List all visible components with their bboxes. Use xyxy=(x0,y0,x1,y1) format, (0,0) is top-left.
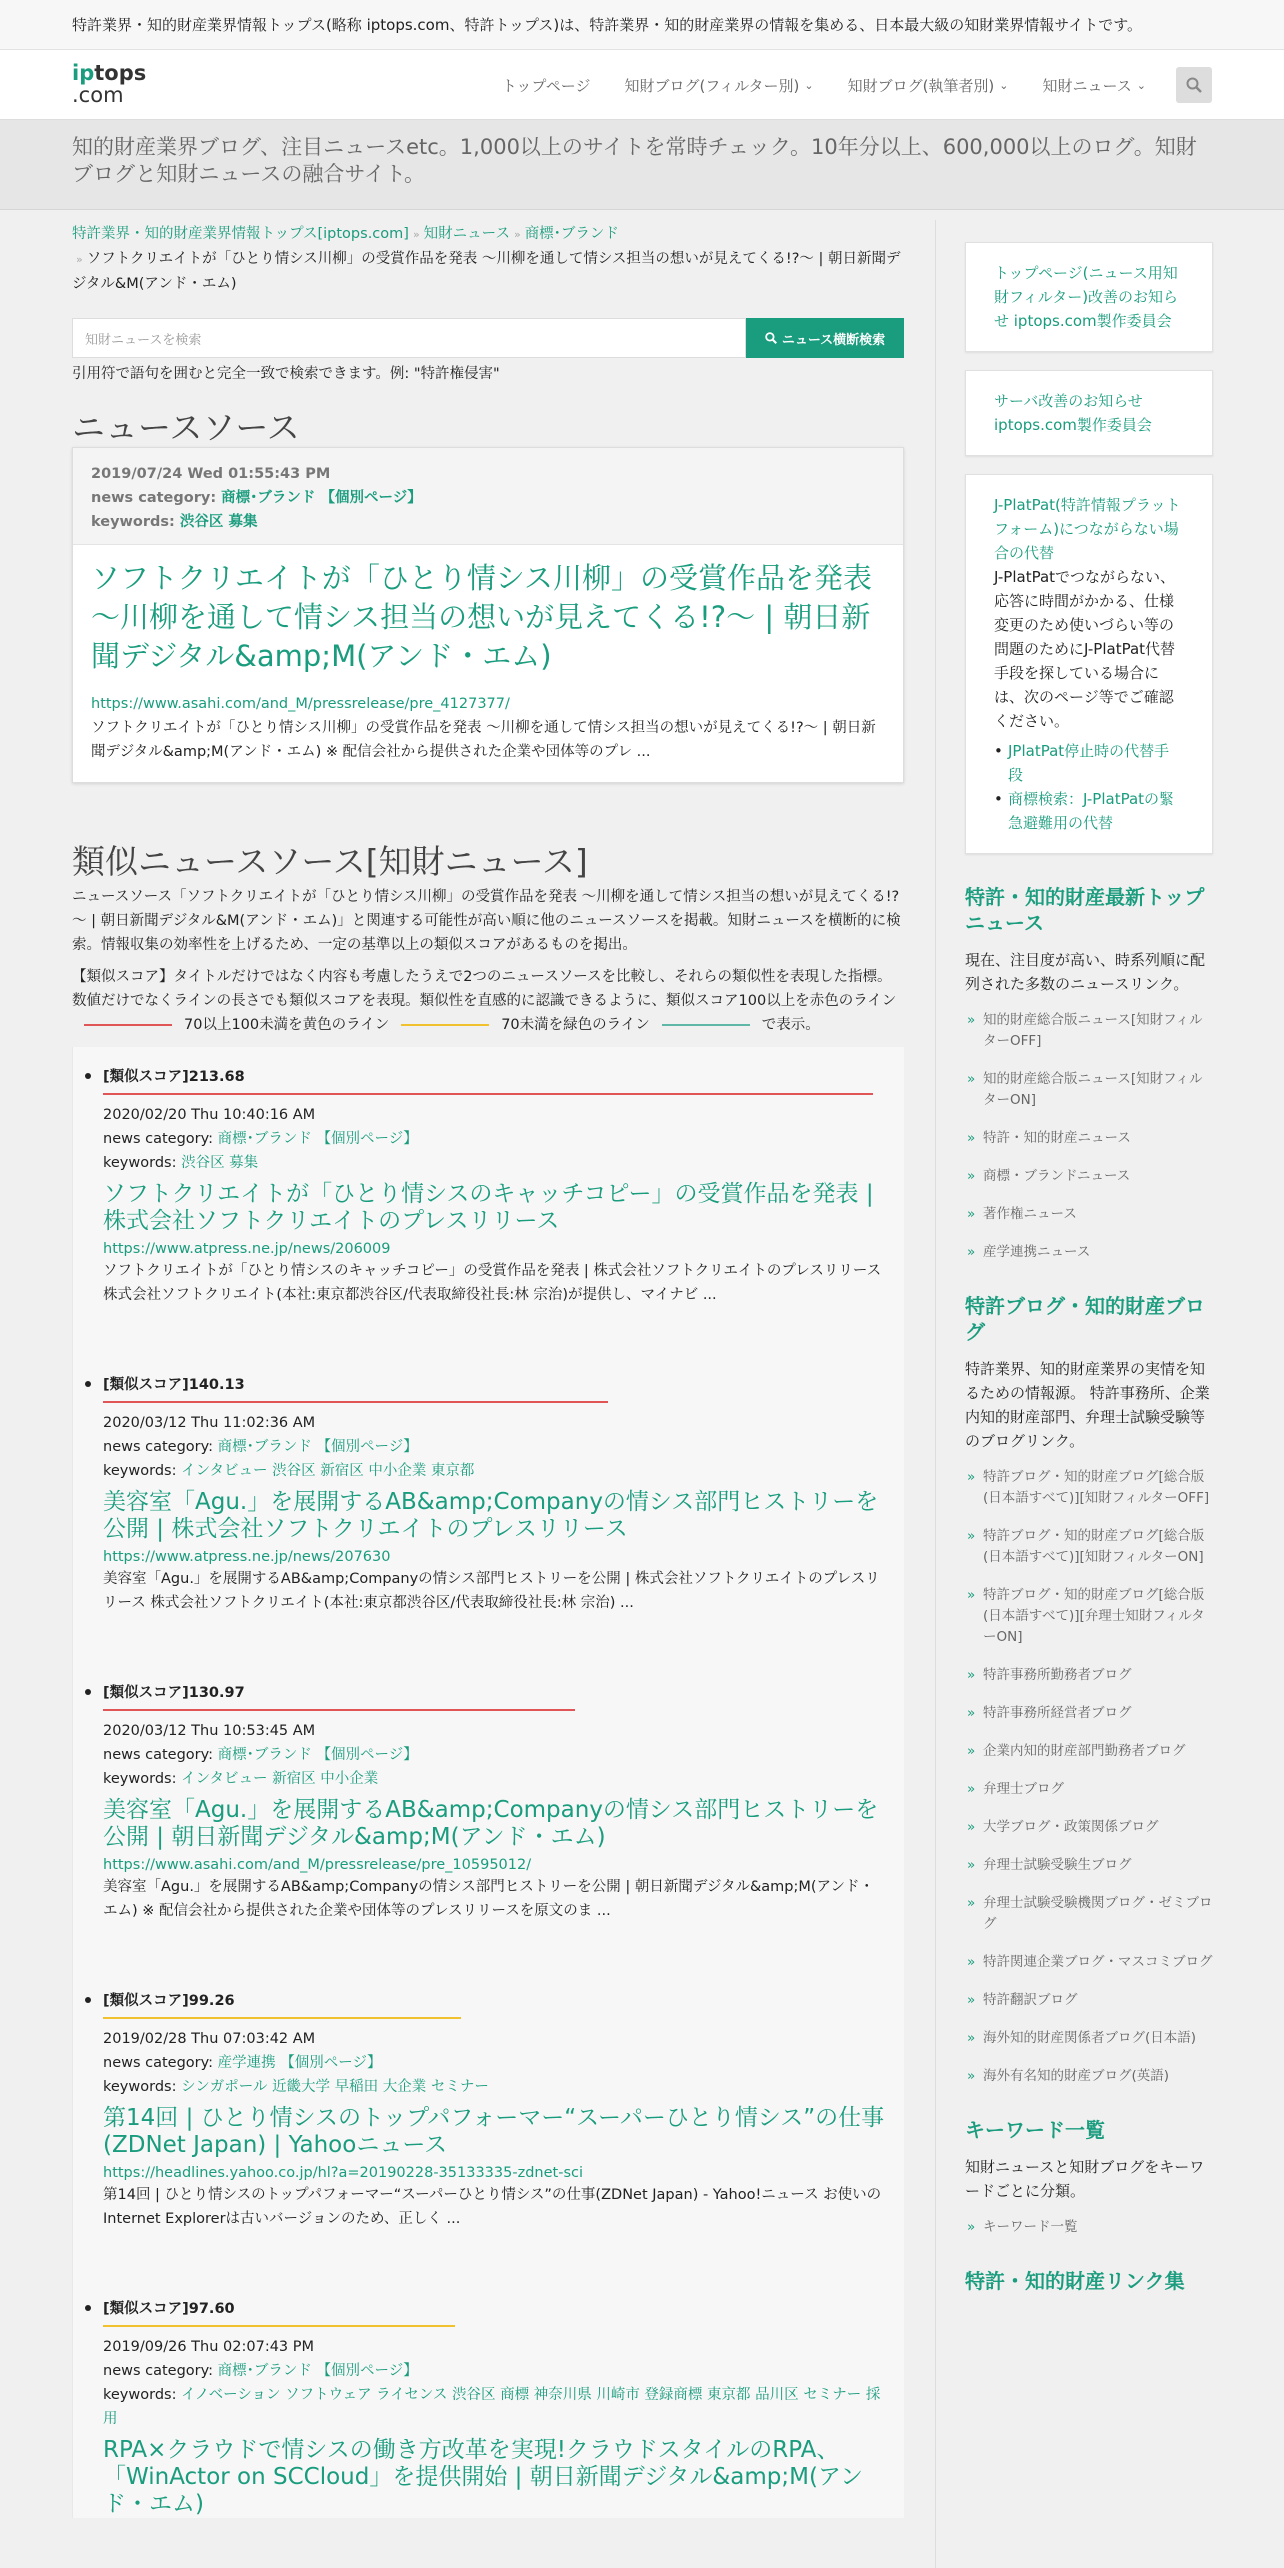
sidebar-keyword-desc: 知財ニュースと知財ブログをキーワードごとに分類。 xyxy=(965,2158,1205,2200)
similarity-score-bar xyxy=(103,1709,575,1711)
item-url-link[interactable]: https://www.atpress.ne.jp/news/207630 xyxy=(103,1549,391,1565)
item-category-link[interactable]: 商標･ブランド xyxy=(217,2363,312,2379)
similar-news-item xyxy=(103,1065,886,1307)
nav-blog-filter[interactable]: 知財ブログ(フィルター別) ⌄ xyxy=(624,76,814,95)
legend-yellow-line xyxy=(401,1024,489,1026)
search-icon xyxy=(765,332,777,344)
sidebar-link[interactable]: » 知的財産総合版ニュース[知財フィルターON] xyxy=(965,1069,1213,1111)
source-title-link[interactable]: ソフトクリエイトが「ひとり情シス川柳」の受賞作品を発表 ～川柳を通して情シス担当の想いが見えてくる!?～ | 朝日新聞デジタル&amp;M(アンド・エム) xyxy=(91,561,872,673)
sidebar-link[interactable]: » 大学ブログ・政策関係ブログ xyxy=(965,1817,1213,1838)
item-category-link[interactable]: 産学連携 xyxy=(217,2055,276,2071)
breadcrumb-trademark[interactable]: 商標･ブランド xyxy=(524,226,619,242)
sidebar-blog-links xyxy=(965,1467,1213,2087)
news-source-meta: 2019/07/24 Wed 01:55:43 PM news category: 商標･ブランド 【個別ページ】 keywords: 渋谷区 募集 xyxy=(73,448,903,545)
sidebar-blog-title: 特許ブログ・知的財産ブログ xyxy=(965,1294,1205,1344)
sidebar-link[interactable]: » 特許ブログ・知的財産ブログ[総合版(日本語すべて)][知財フィルターON] xyxy=(965,1526,1213,1568)
breadcrumb-current: ソフトクリエイトが「ひとり情シス川柳」の受賞作品を発表 ～川柳を通して情シス担当の想いが見えてくる!?～ | 朝日新聞デジタル&M(アンド・エム) xyxy=(72,251,901,292)
search-icon xyxy=(1186,77,1202,93)
item-keywords[interactable]: シンガポール 近畿大学 早稲田 大企業 セミナー xyxy=(181,2079,489,2095)
notice-box-1 xyxy=(965,242,1213,352)
item-date: 2020/02/20 Thu 10:40:16 AM xyxy=(103,1107,316,1123)
news-source-heading: ニュースソース xyxy=(72,408,300,447)
item-url-link[interactable]: https://www.asahi.com/and_M/pressrelease/pre_10595012/ xyxy=(103,1857,532,1873)
item-date: 2020/03/12 Thu 11:02:36 AM xyxy=(103,1415,316,1431)
item-keywords[interactable]: インタビュー 渋谷区 新宿区 中小企業 東京都 xyxy=(181,1463,475,1479)
jplatpat-text: J-PlatPatでつながらない、応答に時間がかかる、仕様変更のため使いづらい等の問題のためにJ-PlatPat代替手段を探している場合には、次のページ等でご確認ください。 xyxy=(994,568,1176,730)
sidebar-link[interactable]: » 海外知的財産関係者ブログ(日本語) xyxy=(965,2028,1213,2049)
item-snippet: 第14回 | ひとり情シスのトップパフォーマー“スーパーひとり情シス”の仕事(ZDNet Japan) - Yahoo!ニュース お使いのInternet Explorerは古いバージョンのため、正しく ... xyxy=(103,2187,882,2227)
jplatpat-alt-link-1[interactable]: JPlatPat停止時の代替手段 xyxy=(1008,742,1170,784)
similarity-score: [類似スコア]99.26 xyxy=(103,1993,235,2009)
sidebar-link[interactable]: » 海外有名知的財産ブログ(英語) xyxy=(965,2066,1213,2087)
legend-green-line xyxy=(662,1024,750,1026)
item-meta: 2019/09/26 Thu 02:07:43 PM news category: 商標･ブランド 【個別ページ】 keywords: イノベーション ソフトウェア ライセンス 渋谷区 商標 神奈川県 川崎市 登録商標 東京都 品川区 セミナー 採用 xyxy=(103,2335,886,2431)
source-page-link[interactable]: 【個別ページ】 xyxy=(320,490,422,506)
item-page-link[interactable]: 【個別ページ】 xyxy=(280,2055,382,2071)
item-title-link[interactable]: 美容室「Agu.」を展開するAB&amp;Companyの情シス部門ヒストリーを公開 | 株式会社ソフトクリエイトのプレスリリース xyxy=(103,1489,879,1542)
breadcrumb: 特許業界・知的財産業界情報トップス[iptops.com] » 知財ニュース » 商標･ブランド » ソフトクリエイトが「ひとり情シス川柳」の受賞作品を発表 ～川柳を通して情シス担当の想いが見えてくる!?～ | 朝日新聞デジタル&M(アンド・エム) xyxy=(72,226,901,292)
item-snippet: 美容室「Agu.」を展開するAB&amp;Companyの情シス部門ヒストリーを公開 | 朝日新聞デジタル&amp;M(アンド・エム) ※ 配信会社から提供された企業や団体等のプレスリリースを原文のま ... xyxy=(103,1879,874,1919)
item-keywords[interactable]: イノベーション ソフトウェア ライセンス 渋谷区 商標 神奈川県 川崎市 登録商標 東京都 品川区 セミナー 採用 xyxy=(103,2387,881,2427)
item-meta: 2020/03/12 Thu 10:53:45 AM news category: 商標･ブランド 【個別ページ】 keywords: インタビュー 新宿区 中小企業 xyxy=(103,1719,886,1791)
item-page-link[interactable]: 【個別ページ】 xyxy=(316,1747,418,1763)
column-divider xyxy=(935,220,936,2568)
score-legend: 【類似スコア】タイトルだけではなく内容も考慮したうえで2つのニュースソースを比較し、それらの類似性を表現した指標。数値だけでなくラインの長さでも類似スコアを表現。類似性を直感的に認識できるように、類似スコア100以上を赤色のライン70以上100未満を黄色のライン 70未満を緑色のライン で表示。 xyxy=(72,969,897,1033)
similarity-score: [類似スコア]140.13 xyxy=(103,1377,245,1393)
list-bullet xyxy=(85,1689,91,1695)
sidebar-link[interactable]: » 弁理士試験受験機関ブログ・ゼミブログ xyxy=(965,1893,1213,1935)
source-keywords[interactable]: 渋谷区 募集 xyxy=(179,514,258,530)
sidebar-link[interactable]: » 特許関連企業ブログ・マスコミブログ xyxy=(965,1952,1213,1973)
item-keywords[interactable]: 渋谷区 募集 xyxy=(181,1155,259,1171)
jplatpat-alt-link-2[interactable]: 商標検索：J-PlatPatの緊急避難用の代替 xyxy=(1008,790,1175,832)
item-url-link[interactable]: https://headlines.yahoo.co.jp/hl?a=20190228-35133335-zdnet-sci xyxy=(103,2165,583,2181)
nav-top-page[interactable]: トップページ xyxy=(501,76,591,95)
notice-link-2[interactable]: サーバ改善のお知らせ iptops.com製作委員会 xyxy=(994,392,1152,434)
sidebar-top-news-title: 特許・知的財産最新トップニュース xyxy=(965,885,1205,935)
item-date: 2019/09/26 Thu 02:07:43 PM xyxy=(103,2339,315,2355)
source-category-link[interactable]: 商標･ブランド xyxy=(221,490,316,506)
similar-description: ニュースソース「ソフトクリエイトが「ひとり情シス川柳」の受賞作品を発表 ～川柳を通して情シス担当の想いが見えてくる!?～ | 朝日新聞デジタル&M(アンド・エム)」と関連する可能性が高い順に他のニュースソースを掲載。知財ニュースを横断的に検索。情報収集の効率性を上げるため、一定の基準以上の類似スコアがあるものを掲出。 xyxy=(72,889,901,953)
item-date: 2020/03/12 Thu 10:53:45 AM xyxy=(103,1723,316,1739)
item-keywords[interactable]: インタビュー 新宿区 中小企業 xyxy=(181,1771,379,1787)
item-category-link[interactable]: 商標･ブランド xyxy=(217,1747,312,1763)
site-logo[interactable] xyxy=(72,62,146,106)
nav-ip-news[interactable]: 知財ニュース ⌄ xyxy=(1042,76,1146,95)
list-bullet xyxy=(85,1381,91,1387)
sidebar-link[interactable]: » 弁理士ブログ xyxy=(965,1779,1213,1800)
site-tagline-bar: 特許業界・知的財産業界情報トップス(略称 iptops.com、特許トップス)は、特許業界・知的財産業界の情報を集める、日本最大級の知財業界情報サイトです。 xyxy=(0,0,1284,50)
item-page-link[interactable]: 【個別ページ】 xyxy=(316,1131,418,1147)
similarity-score-bar xyxy=(103,2325,455,2327)
chevron-down-icon: ⌄ xyxy=(1136,78,1146,92)
logo-ip: ip xyxy=(72,61,95,85)
sidebar-link[interactable]: » 産学連携ニュース xyxy=(965,1242,1213,1263)
sidebar-top-news-desc: 現在、注目度が高い、時系列順に配列された多数のニュースリンク。 xyxy=(965,951,1206,993)
list-bullet xyxy=(85,1073,91,1079)
item-title-link[interactable]: ソフトクリエイトが「ひとり情シスのキャッチコピー」の受賞作品を発表 | 株式会社ソフトクリエイトのプレスリリース xyxy=(103,1181,874,1234)
sidebar-link[interactable]: » 弁理士試験受験生ブログ xyxy=(965,1855,1213,1876)
main-content xyxy=(72,210,904,2568)
sidebar-link[interactable]: » キーワード一覧 xyxy=(965,2217,1213,2238)
sidebar-link[interactable]: » 特許事務所経営者ブログ xyxy=(965,1703,1213,1724)
sidebar-blog-desc: 特許業界、知的財産業界の実情を知るための情報源。 特許事務所、企業内知的財産部門、弁理士試験受験等のブログリンク。 xyxy=(965,1360,1210,1450)
site-banner: 知的財産業界ブログ、注目ニュースetc。1,000以上のサイトを常時チェック。10年分以上、600,000以上のログ。知財ブログと知財ニュースの融合サイト。 xyxy=(0,120,1284,210)
sidebar-link[interactable]: » 特許ブログ・知的財産ブログ[総合版(日本語すべて)][知財フィルターOFF] xyxy=(965,1467,1213,1509)
similar-news-item xyxy=(103,1989,886,2231)
source-snippet: ソフトクリエイトが「ひとり情シス川柳」の受賞作品を発表 ～川柳を通して情シス担当の想いが見えてくる!?～ | 朝日新聞デジタル&amp;M(アンド・エム) ※ 配信会社から提供された企業や団体等のプレ ... xyxy=(91,720,876,760)
legend-red-line xyxy=(84,1024,172,1026)
sidebar-link[interactable]: » 企業内知的財産部門勤務者ブログ xyxy=(965,1741,1213,1762)
similarity-score-bar xyxy=(103,1401,608,1403)
news-search-input[interactable]: 知財ニュースを検索 xyxy=(72,318,746,358)
news-source-card xyxy=(72,447,904,783)
similar-heading: 類似ニュースソース[知財ニュース] xyxy=(72,842,588,881)
list-bullet xyxy=(85,1997,91,2003)
sidebar-link[interactable]: » 知的財産総合版ニュース[知財フィルターOFF] xyxy=(965,1010,1213,1052)
sidebar-link[interactable]: » 著作権ニュース xyxy=(965,1204,1213,1225)
news-search-form xyxy=(72,318,904,358)
sidebar-link[interactable]: » 特許翻訳ブログ xyxy=(965,1990,1213,2011)
source-date: 2019/07/24 Wed 01:55:43 PM xyxy=(91,466,331,482)
sidebar xyxy=(965,210,1213,2294)
item-snippet: 美容室「Agu.」を展開するAB&amp;Companyの情シス部門ヒストリーを公開 | 株式会社ソフトクリエイトのプレスリリース 株式会社ソフトクリエイト(本社:東京都渋谷区/代表取締役社長:林 宗治) ... xyxy=(103,1571,880,1611)
notice-link-1[interactable]: トップページ(ニュース用知財フィルター)改善のお知らせ iptops.com製作委員会 xyxy=(994,264,1179,330)
nav-blog-author[interactable]: 知財ブログ(執筆者別) ⌄ xyxy=(847,76,1009,95)
news-search-button[interactable]: ニュース横断検索 xyxy=(746,318,904,358)
similar-news-item xyxy=(103,1681,886,1923)
item-page-link[interactable]: 【個別ページ】 xyxy=(316,2363,418,2379)
source-url-link[interactable]: https://www.asahi.com/and_M/pressrelease/pre_4127377/ xyxy=(91,696,510,712)
similarity-score-bar xyxy=(103,2017,461,2019)
item-meta: 2020/03/12 Thu 11:02:36 AM news category: 商標･ブランド 【個別ページ】 keywords: インタビュー 渋谷区 新宿区 中小企業 東京都 xyxy=(103,1411,886,1483)
sidebar-top-news-links xyxy=(965,1010,1213,1263)
similar-news-item xyxy=(103,1373,886,1615)
item-title-link[interactable]: 美容室「Agu.」を展開するAB&amp;Companyの情シス部門ヒストリーを公開 | 朝日新聞デジタル&amp;M(アンド・エム) xyxy=(103,1797,879,1850)
sidebar-link[interactable]: » 特許ブログ・知的財産ブログ[総合版(日本語すべて)][弁理士知財フィルターON] xyxy=(965,1585,1213,1648)
logo-tops: tops xyxy=(94,61,147,85)
item-date: 2019/02/28 Thu 07:03:42 AM xyxy=(103,2031,316,2047)
similar-news-item xyxy=(103,2297,886,2518)
notice-box-2 xyxy=(965,370,1213,456)
sidebar-link[interactable]: » 特許事務所勤務者ブログ xyxy=(965,1665,1213,1686)
chevron-down-icon: ⌄ xyxy=(804,78,814,92)
item-meta: 2020/02/20 Thu 10:40:16 AM news category: 商標･ブランド 【個別ページ】 keywords: 渋谷区 募集 xyxy=(103,1103,886,1175)
sidebar-link[interactable]: » 特許・知的財産ニュース xyxy=(965,1128,1213,1149)
similarity-score-bar xyxy=(103,1093,873,1095)
item-title-link[interactable]: 第14回 | ひとり情シスのトップパフォーマー“スーパーひとり情シス”の仕事(ZDNet Japan) | Yahooニュース xyxy=(103,2105,885,2158)
chevron-down-icon: ⌄ xyxy=(999,78,1009,92)
breadcrumb-ip-news[interactable]: 知財ニュース xyxy=(423,226,510,242)
similarity-score: [類似スコア]213.68 xyxy=(103,1069,245,1085)
similarity-score: [類似スコア]130.97 xyxy=(103,1685,245,1701)
sidebar-links-title: 特許・知的財産リンク集 xyxy=(965,2269,1185,2293)
main-nav xyxy=(468,50,1212,120)
breadcrumb-home[interactable]: 特許業界・知的財産業界情報トップス[iptops.com] xyxy=(72,226,409,242)
sidebar-keyword-links xyxy=(965,2217,1213,2238)
similar-news-list xyxy=(72,1047,904,2518)
item-title-link[interactable]: RPA×クラウドで情シスの働き方改革を実現!クラウドスタイルのRPA、「WinActor on SCCloud」を提供開始 | 朝日新聞デジタル&amp;M(アンド・エム) xyxy=(103,2437,864,2517)
nav-search-button[interactable] xyxy=(1176,67,1212,103)
item-category-link[interactable]: 商標･ブランド xyxy=(217,1439,312,1455)
list-bullet xyxy=(85,2305,91,2311)
item-url-link[interactable]: https://www.atpress.ne.jp/news/206009 xyxy=(103,1241,391,1257)
jplatpat-link[interactable]: J-PlatPat(特許情報プラットフォーム)につながらない場合の代替 xyxy=(994,496,1181,562)
navbar xyxy=(0,50,1284,120)
logo-com: .com xyxy=(72,83,124,107)
sidebar-link[interactable]: » 商標・ブランドニュース xyxy=(965,1166,1213,1187)
similarity-score: [類似スコア]97.60 xyxy=(103,2301,235,2317)
sidebar-keyword-title: キーワード一覧 xyxy=(965,2118,1105,2142)
search-hint: 引用符で語句を囲むと完全一致で検索できます。例: "特許権侵害" xyxy=(72,366,500,382)
item-meta: 2019/02/28 Thu 07:03:42 AM news category: 産学連携 【個別ページ】 keywords: シンガポール 近畿大学 早稲田 大企業 セミナー xyxy=(103,2027,886,2099)
item-page-link[interactable]: 【個別ページ】 xyxy=(316,1439,418,1455)
item-category-link[interactable]: 商標･ブランド xyxy=(217,1131,312,1147)
item-snippet: ソフトクリエイトが「ひとり情シスのキャッチコピー」の受賞作品を発表 | 株式会社ソフトクリエイトのプレスリリース 株式会社ソフトクリエイト(本社:東京都渋谷区/代表取締役社長:林 宗治)が提供し、マイナビ ... xyxy=(103,1263,882,1303)
jplatpat-box xyxy=(965,474,1213,854)
